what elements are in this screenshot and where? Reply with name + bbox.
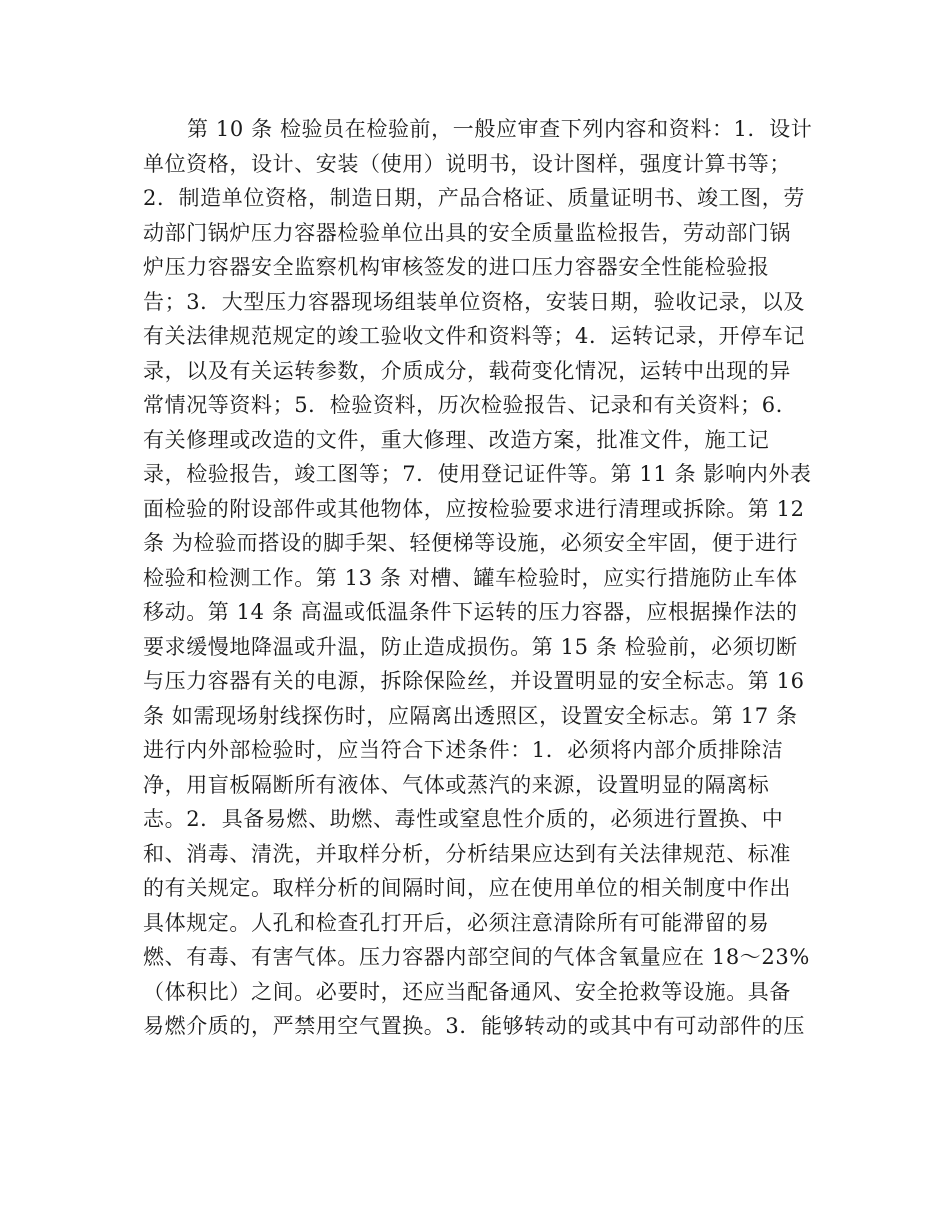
text-line: 录，以及有关运转参数，介质成分，载荷变化情况，运转中出现的异 [143, 358, 791, 383]
text-line: 炉压力容器安全监察机构审核签发的进口压力容器安全性能检验报 [143, 255, 770, 279]
text-line: 面检验的附设部件或其他物体，应按检验要求进行清理或拆除。第 12 [143, 496, 805, 521]
text-line: 的有关规定。取样分析的间隔时间，应在使用单位的相关制度中作出 [143, 876, 791, 900]
text-line: （体积比）之间。必要时，还应当配备通风、安全抢救等设施。具备 [143, 979, 791, 1004]
text-line: 具体规定。人孔和检查孔打开后，必须注意清除所有可能滞留的易 [143, 910, 770, 935]
text-line: 告；3．大型压力容器现场组装单位资格，安装日期，验收记录，以及 [143, 289, 805, 314]
text-line: 要求缓慢地降温或升温，防止造成损伤。第 15 条 检验前，必须切断 [143, 634, 798, 659]
text-line: 录，检验报告，竣工图等；7．使用登记证件等。第 11 条 影响内外表 [143, 462, 812, 486]
text-line: 第 10 条 检验员在检验前，一般应审查下列内容和资料：1．设计 [187, 117, 813, 141]
text-line: 进行内外部检验时，应当符合下述条件：1．必须将内部介质排除洁 [143, 738, 784, 762]
text-line: 单位资格，设计、安装（使用）说明书，设计图样，强度计算书等； [143, 151, 791, 176]
text-line: 常情况等资料；5．检验资料，历次检验报告、记录和有关资料；6． [143, 393, 798, 417]
text-line: 和、消毒、清洗，并取样分析，分析结果应达到有关法律规范、标准 [143, 841, 791, 866]
text-line: 有关法律规范规定的竣工验收文件和资料等；4．运转记录，开停车记 [143, 324, 805, 348]
text-line: 条 如需现场射线探伤时，应隔离出透照区，设置安全标志。第 17 条 [143, 703, 798, 728]
text-line: 条 为检验而搭设的脚手架、轻便梯等设施，必须安全牢固，便于进行 [143, 531, 799, 555]
text-line: 净，用盲板隔断所有液体、气体或蒸汽的来源，设置明显的隔离标 [143, 772, 770, 797]
text-line: 2．制造单位资格，制造日期，产品合格证、质量证明书、竣工图，劳 [143, 186, 805, 210]
text-line: 易燃介质的，严禁用空气置换。3．能够转动的或其中有可动部件的压 [143, 1014, 805, 1038]
text-line: 燃、有毒、有害气体。压力容器内部空间的气体含氧量应在 18～23% [143, 945, 810, 969]
text-line: 有关修理或改造的文件，重大修理、改造方案，批准文件，施工记 [143, 427, 770, 452]
text-line: 与压力容器有关的电源，拆除保险丝，并设置明显的安全标志。第 16 [143, 669, 805, 693]
text-line: 志。2．具备易燃、助燃、毒性或窒息性介质的，必须进行置换、中 [143, 807, 784, 831]
text-line: 检验和检测工作。第 13 条 对槽、罐车检验时，应实行措施防止车体 [143, 565, 798, 590]
body-text [143, 112, 813, 1044]
text-line: 动部门锅炉压力容器检验单位出具的安全质量监检报告，劳动部门锅 [143, 220, 791, 245]
text-line: 移动。第 14 条 高温或低温条件下运转的压力容器，应根据操作法的 [143, 600, 798, 624]
